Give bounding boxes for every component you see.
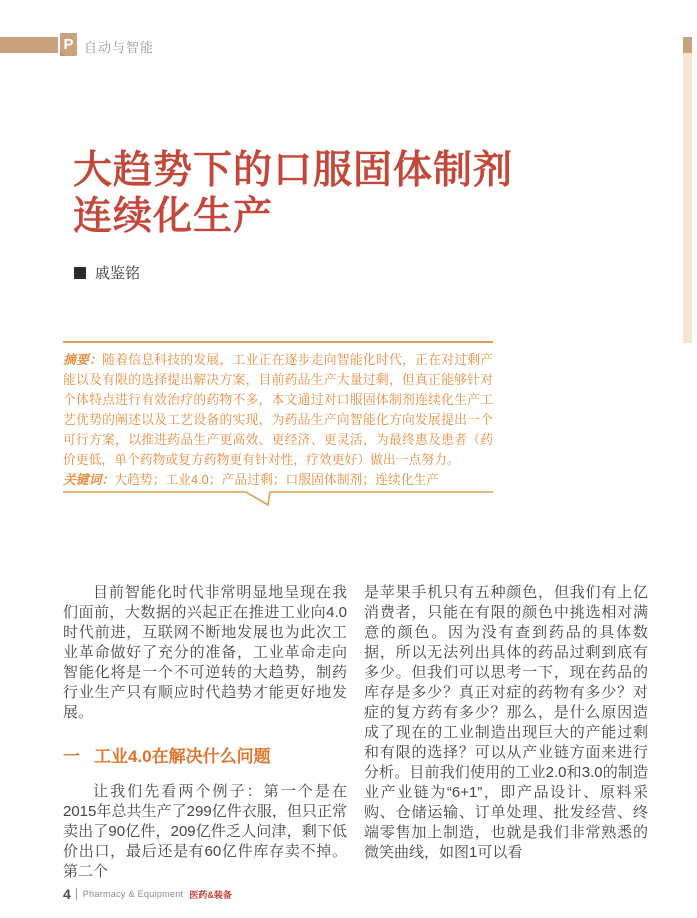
section-title: 工业4.0在解决什么问题 xyxy=(94,747,271,766)
author-row xyxy=(74,262,140,283)
body-columns xyxy=(63,583,648,882)
abstract-block xyxy=(63,341,493,507)
page-edge-tab xyxy=(683,37,692,53)
keywords-label: 关键词： xyxy=(63,472,115,487)
footer-divider xyxy=(76,888,77,900)
paragraph: 是苹果手机只有五种颜色，但我们有上亿消费者，只能在有限的颜色中挑选相对满意的颜色。因为没有查到药品的具体数据，所以无法列出具体的药品过剩到底有多少。但我们可以思考一下，现在药品的库存是多少？真正对症的药物有多少？对症的复方药有多少？那么，是什么原因造成了现在的工业制造出现巨大的产能过剩和有限的选择？可以从产业链方面来进行分析。目前我们使用的工业2.0和3.0的制造业产业链为“6+1”，即产品设计、原料采购、仓储运输、订单处理、批发经营、终端零售加上制造，也就是我们非常熟悉的微笑曲线，如图1可以看 xyxy=(364,584,648,861)
journal-name-en: Pharmacy & Equipment xyxy=(82,889,184,899)
paragraph: 目前智能化时代非常明显地呈现在我们面前，大数据的兴起正在推进工业向4.0时代前进，互联网不断地发展也为此次工业革命做好了充分的准备，工业革命走向智能化将是一个不可逆转的大趋势，制药行业生产只有顺应时代趋势才能更好地发展。 xyxy=(63,584,347,721)
abstract-label: 摘要： xyxy=(63,352,103,367)
abstract-bottom-border-notched xyxy=(63,491,493,507)
left-column xyxy=(63,583,347,882)
author-name: 戚鉴铭 xyxy=(95,265,141,282)
category-label: 自动与智能 xyxy=(84,40,155,55)
article-title-line1: 大趋势下的口服固体制剂 xyxy=(73,149,514,192)
abstract-body: 随着信息科技的发展，工业正在逐步走向智能化时代，正在对过剩产能以及有限的选择提出解决方案，目前药品生产大量过剩，但真正能够针对个体特点进行有效治疗的药物不多，本文通过对口服固体制剂连续化生产工艺优势的阐述以及工艺设备的实现，为药品生产向智能化方向发展提出一个可行方案，以推进药品生产更高效、更经济、更灵活，为最终惠及患者（药价更低，单个药物或复方药物更有针对性，疗效更好）做出一点努力。 xyxy=(63,352,494,467)
article-title-line2: 连续化生产 xyxy=(73,195,274,238)
journal-logo-p-icon: P xyxy=(60,33,77,56)
page-edge-strip xyxy=(683,53,692,343)
section-heading xyxy=(63,742,347,767)
square-bullet-icon xyxy=(74,267,86,279)
abstract-text xyxy=(63,343,493,491)
section-number: 一 xyxy=(63,747,80,766)
article-title xyxy=(73,148,513,240)
right-column xyxy=(364,583,648,882)
page-footer xyxy=(63,886,232,902)
paragraph: 让我们先看两个例子：第一个是在2015年总共生产了299亿件衣服，但只正常卖出了90亿件，209亿件乏人问津，剩下低价出口，最后还是有60亿件库存卖不掉。第二个 xyxy=(63,783,347,880)
keywords-text: 大趋势；工业4.0；产品过剩；口服固体制剂；连续化生产 xyxy=(114,472,440,487)
page-number: 4 xyxy=(63,886,71,902)
header-accent-bar xyxy=(0,37,58,53)
journal-name-cn: 医药&装备 xyxy=(189,889,232,900)
